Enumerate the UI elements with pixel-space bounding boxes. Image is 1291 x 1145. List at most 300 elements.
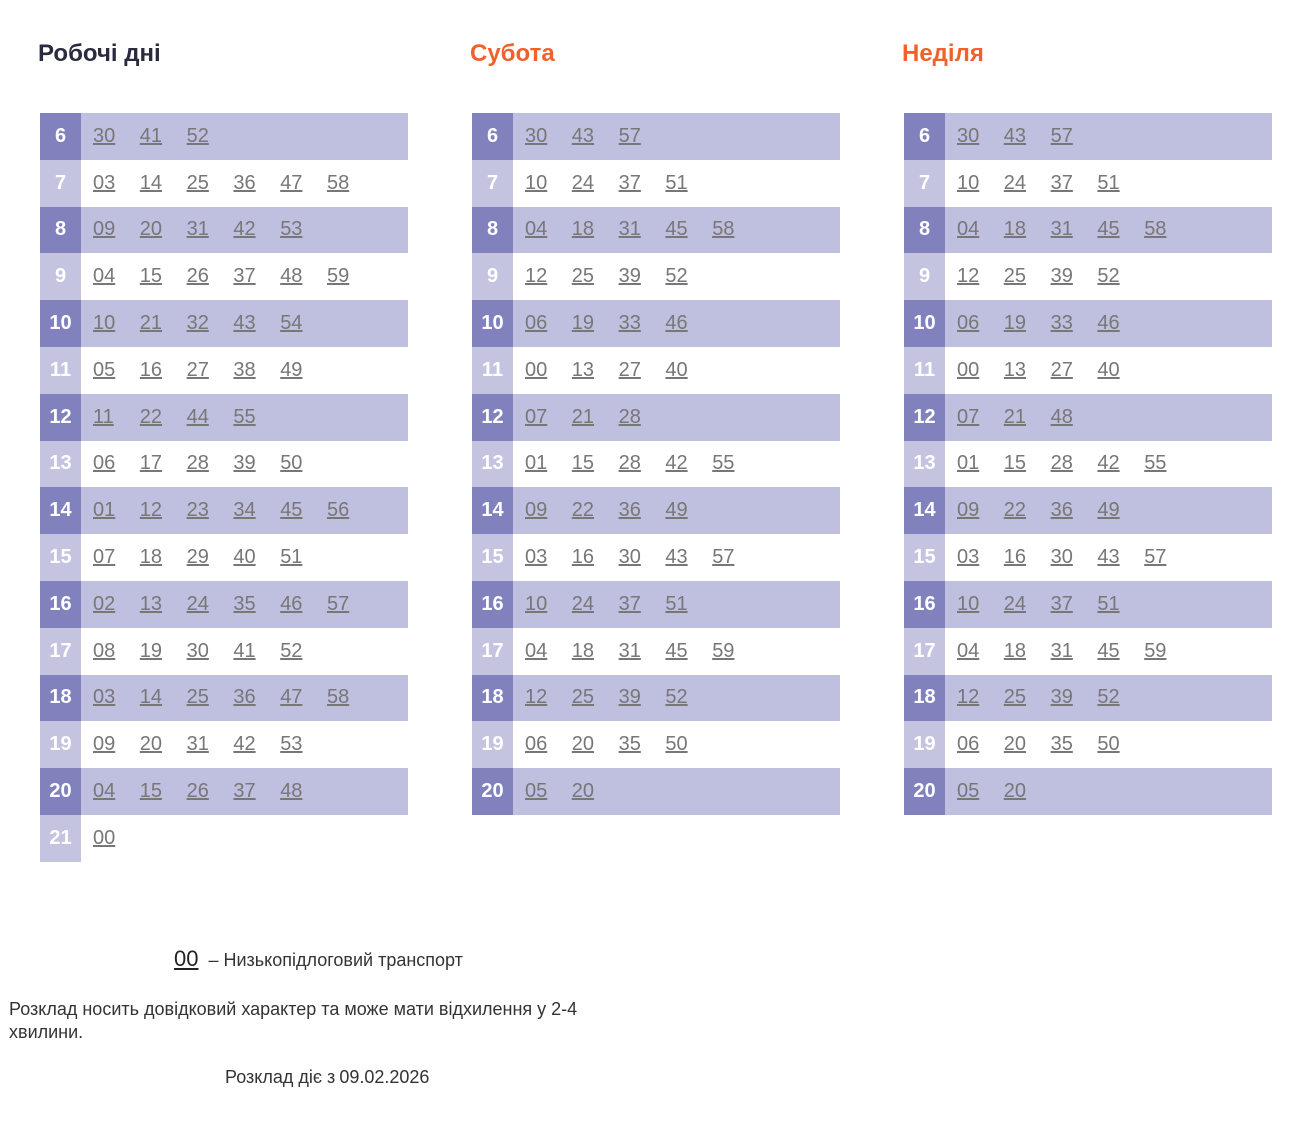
hour-cell: 14 [40,487,81,534]
departure-minute-link[interactable]: 37 [1050,592,1073,615]
departure-minute-link[interactable]: 25 [571,686,595,709]
departure-minute-link[interactable]: 03 [93,686,116,709]
minutes-cell [945,487,1272,534]
minutes-cell [513,394,840,441]
minutes-cell [945,675,1272,722]
departure-minute-link[interactable]: 45 [665,639,688,662]
minutes-cell [513,347,840,394]
departure-minute-link[interactable]: 49 [1097,499,1120,522]
departure-minute-link[interactable]: 22 [571,499,595,522]
timetable-row [40,207,408,254]
departure-minute-link[interactable]: 15 [139,265,163,288]
departure-minute-link[interactable]: 15 [571,452,595,475]
minutes-cell [513,160,840,207]
departure-minute-link[interactable]: 45 [1097,639,1120,662]
departure-minute-link[interactable]: 58 [326,171,350,194]
departure-minute-link[interactable]: 41 [139,124,163,147]
departure-minute-link[interactable]: 50 [665,733,688,756]
departure-minute-link[interactable]: 30 [957,124,980,147]
hour-cell: 7 [472,160,513,207]
departure-minute-link[interactable]: 52 [665,686,688,709]
departure-minute-link[interactable]: 19 [139,639,163,662]
minutes-cell [945,160,1272,207]
departure-minute-link[interactable]: 48 [280,265,303,288]
departure-minute-link[interactable]: 42 [233,218,256,241]
timetable-row [904,394,1272,441]
departure-minute-link[interactable]: 46 [1097,312,1120,335]
timetable-row [472,394,840,441]
departure-minute-link[interactable]: 37 [1050,171,1073,194]
departure-minute-link[interactable]: 18 [571,218,595,241]
timetable-row [40,441,408,488]
departure-minute-link[interactable]: 25 [186,171,209,194]
hour-cell: 10 [904,300,945,347]
departure-minute-link[interactable]: 10 [525,171,548,194]
validity-line [225,1067,429,1088]
hour-cell: 19 [472,721,513,768]
departure-minute-link[interactable]: 03 [525,546,548,569]
departure-minute-link[interactable]: 09 [93,218,116,241]
departure-minute-link[interactable]: 18 [1003,218,1027,241]
departure-minute-link[interactable]: 19 [571,312,595,335]
departure-minute-link[interactable]: 52 [1097,686,1120,709]
departure-minute-link[interactable]: 28 [186,452,209,475]
minutes-cell [81,207,408,254]
departure-minute-link[interactable]: 25 [1003,686,1027,709]
departure-minute-link[interactable]: 04 [93,265,116,288]
schedule-title-saturday: Субота [470,40,555,67]
departure-minute-link[interactable]: 21 [139,312,163,335]
minutes-cell [81,721,408,768]
hour-cell: 9 [472,253,513,300]
departure-minute-link[interactable]: 27 [618,358,641,381]
departure-minute-link[interactable]: 58 [326,686,350,709]
departure-minute-link[interactable]: 38 [233,358,256,381]
departure-minute-link[interactable]: 51 [665,171,688,194]
timetable-row [40,253,408,300]
minutes-cell [945,441,1272,488]
departure-minute-link[interactable]: 55 [233,405,256,428]
hour-cell: 14 [472,487,513,534]
hour-cell: 15 [904,534,945,581]
departure-minute-link[interactable]: 10 [957,171,980,194]
timetable-row [472,347,840,394]
departure-minute-link[interactable]: 39 [618,265,641,288]
departure-minute-link[interactable]: 12 [957,265,980,288]
departure-minute-link[interactable]: 57 [1144,546,1167,569]
hour-cell: 6 [40,113,81,160]
minutes-cell [81,160,408,207]
departure-minute-link[interactable]: 24 [1003,592,1027,615]
departure-minute-link[interactable]: 36 [233,686,256,709]
minutes-cell [945,721,1272,768]
hour-cell: 20 [40,768,81,815]
departure-minute-link[interactable]: 45 [665,218,688,241]
legend-sample-minute: 00 [174,946,199,971]
departure-minute-link[interactable]: 35 [1050,733,1073,756]
departure-minute-link[interactable]: 31 [1050,218,1073,241]
hour-cell: 6 [472,113,513,160]
departure-minute-link[interactable]: 57 [326,592,350,615]
departure-minute-link[interactable]: 43 [665,546,688,569]
departure-minute-link[interactable]: 23 [186,499,209,522]
departure-minute-link[interactable]: 25 [571,265,595,288]
schedule-title-weekdays: Робочі дні [38,40,161,67]
departure-minute-link[interactable]: 17 [139,452,163,475]
minutes-cell [513,487,840,534]
departure-minute-link[interactable]: 13 [571,358,595,381]
departure-minute-link[interactable]: 43 [233,312,256,335]
departure-minute-link[interactable]: 19 [1003,312,1027,335]
departure-minute-link[interactable]: 04 [957,218,980,241]
departure-minute-link[interactable]: 13 [139,592,163,615]
timetable-row [472,300,840,347]
departure-minute-link[interactable]: 24 [1003,171,1027,194]
validity-date: 09.02.2026 [339,1067,430,1087]
minutes-cell [81,347,408,394]
departure-minute-link[interactable]: 55 [712,452,735,475]
departure-minute-link[interactable]: 36 [1050,499,1073,522]
timetable-row [472,768,840,815]
departure-minute-link[interactable]: 28 [1050,452,1073,475]
departure-minute-link[interactable]: 00 [93,826,116,849]
departure-minute-link[interactable]: 47 [280,171,303,194]
departure-minute-link[interactable]: 12 [957,686,980,709]
departure-minute-link[interactable]: 33 [618,312,641,335]
departure-minute-link[interactable]: 20 [1003,780,1027,803]
minutes-cell [81,253,408,300]
departure-minute-link[interactable]: 30 [525,124,548,147]
departure-minute-link[interactable]: 59 [326,265,350,288]
timetable-row [472,207,840,254]
departure-minute-link[interactable]: 05 [957,780,980,803]
departure-minute-link[interactable]: 25 [1003,265,1027,288]
hour-cell: 21 [40,815,81,862]
departure-minute-link[interactable]: 26 [186,780,209,803]
departure-minute-link[interactable]: 06 [957,312,980,335]
departure-minute-link[interactable]: 52 [280,639,303,662]
departure-minute-link[interactable]: 27 [186,358,209,381]
hour-cell: 12 [472,394,513,441]
timetable-row [904,441,1272,488]
departure-minute-link[interactable]: 52 [1097,265,1120,288]
minutes-cell [513,113,840,160]
minutes-cell [513,721,840,768]
timetable-row [40,347,408,394]
departure-minute-link[interactable]: 27 [1050,358,1073,381]
departure-minute-link[interactable]: 50 [280,452,303,475]
departure-minute-link[interactable]: 02 [93,592,116,615]
departure-minute-link[interactable]: 37 [233,780,256,803]
departure-minute-link[interactable]: 11 [93,405,114,428]
departure-minute-link[interactable]: 41 [233,639,256,662]
timetable-row [472,675,840,722]
timetable-row [472,487,840,534]
departure-minute-link[interactable]: 53 [280,733,303,756]
hour-cell: 7 [904,160,945,207]
minutes-cell [513,675,840,722]
departure-minute-link[interactable]: 18 [571,639,595,662]
departure-minute-link[interactable]: 00 [525,358,548,381]
departure-minute-link[interactable]: 46 [280,592,303,615]
departure-minute-link[interactable]: 57 [712,546,735,569]
departure-minute-link[interactable]: 09 [957,499,980,522]
departure-minute-link[interactable]: 04 [957,639,980,662]
departure-minute-link[interactable]: 29 [186,546,209,569]
timetable-row [40,300,408,347]
departure-minute-link[interactable]: 46 [665,312,688,335]
hour-cell: 10 [472,300,513,347]
departure-minute-link[interactable]: 28 [618,452,641,475]
timetable-row [904,300,1272,347]
departure-minute-link[interactable]: 24 [571,171,595,194]
departure-minute-link[interactable]: 43 [1003,124,1027,147]
departure-minute-link[interactable]: 45 [1097,218,1120,241]
departure-minute-link[interactable]: 54 [280,312,303,335]
minutes-cell [513,628,840,675]
timetable-row [904,721,1272,768]
minutes-cell [945,347,1272,394]
departure-minute-link[interactable]: 30 [186,639,209,662]
minutes-cell [945,534,1272,581]
departure-minute-link[interactable]: 15 [139,780,163,803]
timetable-row [904,534,1272,581]
hour-cell: 13 [904,441,945,488]
hour-cell: 15 [40,534,81,581]
departure-minute-link[interactable]: 36 [618,499,641,522]
minutes-cell [945,300,1272,347]
minutes-cell [945,581,1272,628]
departure-minute-link[interactable]: 18 [139,546,163,569]
departure-minute-link[interactable]: 20 [1003,733,1027,756]
departure-minute-link[interactable]: 30 [1050,546,1073,569]
departure-minute-link[interactable]: 12 [139,499,163,522]
departure-minute-link[interactable]: 51 [665,592,688,615]
minutes-cell [81,300,408,347]
minutes-cell [513,253,840,300]
timetable-row [472,721,840,768]
timetable-row [472,628,840,675]
departure-minute-link[interactable]: 16 [139,358,163,381]
departure-minute-link[interactable]: 49 [665,499,688,522]
departure-minute-link[interactable]: 09 [93,733,116,756]
departure-minute-link[interactable]: 39 [1050,265,1073,288]
hour-cell: 13 [40,441,81,488]
departure-minute-link[interactable]: 22 [139,405,163,428]
departure-minute-link[interactable]: 10 [957,592,980,615]
departure-minute-link[interactable]: 35 [618,733,641,756]
timetable-row [904,160,1272,207]
departure-minute-link[interactable]: 31 [186,733,209,756]
departure-minute-link[interactable]: 16 [1003,546,1027,569]
disclaimer-note: Розклад носить довідковий характер та може мати відхилення у 2-4 хвилини. [9,999,578,1042]
minutes-cell [945,113,1272,160]
minutes-cell [945,207,1272,254]
departure-minute-link[interactable]: 40 [665,358,688,381]
departure-minute-link[interactable]: 39 [618,686,641,709]
departure-minute-link[interactable]: 01 [525,452,548,475]
minutes-cell [81,394,408,441]
hour-cell: 16 [40,581,81,628]
departure-minute-link[interactable]: 45 [280,499,303,522]
timetable-row [40,487,408,534]
departure-minute-link[interactable]: 20 [571,780,595,803]
departure-minute-link[interactable]: 06 [525,733,548,756]
departure-minute-link[interactable]: 09 [525,499,548,522]
departure-minute-link[interactable]: 37 [618,592,641,615]
departure-minute-link[interactable]: 01 [93,499,116,522]
departure-minute-link[interactable]: 12 [525,686,548,709]
hour-cell: 17 [904,628,945,675]
departure-minute-link[interactable]: 39 [1050,686,1073,709]
hour-cell: 8 [40,207,81,254]
departure-minute-link[interactable]: 52 [186,124,209,147]
departure-minute-link[interactable]: 01 [957,452,980,475]
departure-minute-link[interactable]: 03 [93,171,116,194]
timetable-row [40,534,408,581]
departure-minute-link[interactable]: 58 [712,218,735,241]
hour-cell: 9 [40,253,81,300]
timetable-weekdays [40,113,408,862]
departure-minute-link[interactable]: 57 [618,124,641,147]
departure-minute-link[interactable]: 50 [1097,733,1120,756]
departure-minute-link[interactable]: 58 [1144,218,1167,241]
timetable-row [904,675,1272,722]
departure-minute-link[interactable]: 47 [280,686,303,709]
departure-minute-link[interactable]: 15 [1003,452,1027,475]
departure-minute-link[interactable]: 51 [280,546,303,569]
departure-minute-link[interactable]: 24 [571,592,595,615]
departure-minute-link[interactable]: 25 [186,686,209,709]
schedule-title-sunday: Неділя [902,40,984,67]
departure-minute-link[interactable]: 12 [525,265,548,288]
departure-minute-link[interactable]: 20 [139,218,163,241]
timetable-row [904,113,1272,160]
departure-minute-link[interactable]: 39 [233,452,256,475]
departure-minute-link[interactable]: 56 [326,499,350,522]
timetable-saturday [472,113,840,815]
departure-minute-link[interactable]: 51 [1097,592,1120,615]
departure-minute-link[interactable]: 42 [665,452,688,475]
departure-minute-link[interactable]: 31 [1050,639,1073,662]
departure-minute-link[interactable]: 14 [139,686,163,709]
timetable-row [904,628,1272,675]
departure-minute-link[interactable]: 35 [233,592,256,615]
departure-minute-link[interactable]: 49 [280,358,303,381]
minutes-cell [81,768,408,815]
departure-minute-link[interactable]: 37 [618,171,641,194]
departure-minute-link[interactable]: 40 [1097,358,1120,381]
departure-minute-link[interactable]: 36 [233,171,256,194]
departure-minute-link[interactable]: 20 [139,733,163,756]
hour-cell: 13 [472,441,513,488]
minutes-cell [81,113,408,160]
departure-minute-link[interactable]: 24 [186,592,209,615]
departure-minute-link[interactable]: 21 [1003,405,1027,428]
departure-minute-link[interactable]: 52 [665,265,688,288]
departure-minute-link[interactable]: 07 [525,405,548,428]
departure-minute-link[interactable]: 13 [1003,358,1027,381]
departure-minute-link[interactable]: 08 [93,639,116,662]
departure-minute-link[interactable]: 51 [1097,171,1120,194]
departure-minute-link[interactable]: 44 [186,405,209,428]
hour-cell: 9 [904,253,945,300]
hour-cell: 19 [904,721,945,768]
departure-minute-link[interactable]: 43 [1097,546,1120,569]
departure-minute-link[interactable]: 22 [1003,499,1027,522]
minutes-cell [513,581,840,628]
minutes-cell [513,768,840,815]
departure-minute-link[interactable]: 59 [712,639,735,662]
departure-minute-link[interactable]: 16 [571,546,595,569]
departure-minute-link[interactable]: 06 [525,312,548,335]
departure-minute-link[interactable]: 31 [186,218,209,241]
departure-minute-link[interactable]: 18 [1003,639,1027,662]
departure-minute-link[interactable]: 48 [280,780,303,803]
departure-minute-link[interactable]: 32 [186,312,209,335]
departure-minute-link[interactable]: 05 [525,780,548,803]
timetable-row [40,815,408,862]
hour-cell: 17 [472,628,513,675]
timetable-row [904,768,1272,815]
departure-minute-link[interactable]: 42 [1097,452,1120,475]
minutes-cell [945,768,1272,815]
hour-cell: 18 [904,675,945,722]
departure-minute-link[interactable]: 43 [571,124,595,147]
departure-minute-link[interactable]: 04 [93,780,116,803]
departure-minute-link[interactable]: 00 [957,358,980,381]
departure-minute-link[interactable]: 31 [618,639,641,662]
departure-minute-link[interactable]: 07 [93,546,116,569]
validity-label: Розклад діє з [225,1067,336,1087]
departure-minute-link[interactable]: 05 [93,358,116,381]
departure-minute-link[interactable]: 30 [93,124,116,147]
timetable-row [40,581,408,628]
minutes-cell [81,534,408,581]
hour-cell: 16 [472,581,513,628]
departure-minute-link[interactable]: 53 [280,218,303,241]
departure-minute-link[interactable]: 14 [139,171,163,194]
departure-minute-link[interactable]: 10 [525,592,548,615]
departure-minute-link[interactable]: 31 [618,218,641,241]
departure-minute-link[interactable]: 28 [618,405,641,428]
departure-minute-link[interactable]: 06 [957,733,980,756]
departure-minute-link[interactable]: 06 [93,452,116,475]
schedule-sunday [904,38,1272,815]
departure-minute-link[interactable]: 26 [186,265,209,288]
departure-minute-link[interactable]: 04 [525,639,548,662]
departure-minute-link[interactable]: 40 [233,546,256,569]
departure-minute-link[interactable]: 34 [233,499,256,522]
departure-minute-link[interactable]: 21 [571,405,595,428]
departure-minute-link[interactable]: 07 [957,405,980,428]
departure-minute-link[interactable]: 42 [233,733,256,756]
timetable-row [904,347,1272,394]
departure-minute-link[interactable]: 33 [1050,312,1073,335]
departure-minute-link[interactable]: 20 [571,733,595,756]
departure-minute-link[interactable]: 04 [525,218,548,241]
departure-minute-link[interactable]: 10 [93,312,116,335]
hour-cell: 18 [40,675,81,722]
departure-minute-link[interactable]: 59 [1144,639,1167,662]
departure-minute-link[interactable]: 57 [1050,124,1073,147]
departure-minute-link[interactable]: 48 [1050,405,1073,428]
timetable-row [472,113,840,160]
departure-minute-link[interactable]: 03 [957,546,980,569]
departure-minute-link[interactable]: 55 [1144,452,1167,475]
departure-minute-link[interactable]: 30 [618,546,641,569]
departure-minute-link[interactable]: 37 [233,265,256,288]
